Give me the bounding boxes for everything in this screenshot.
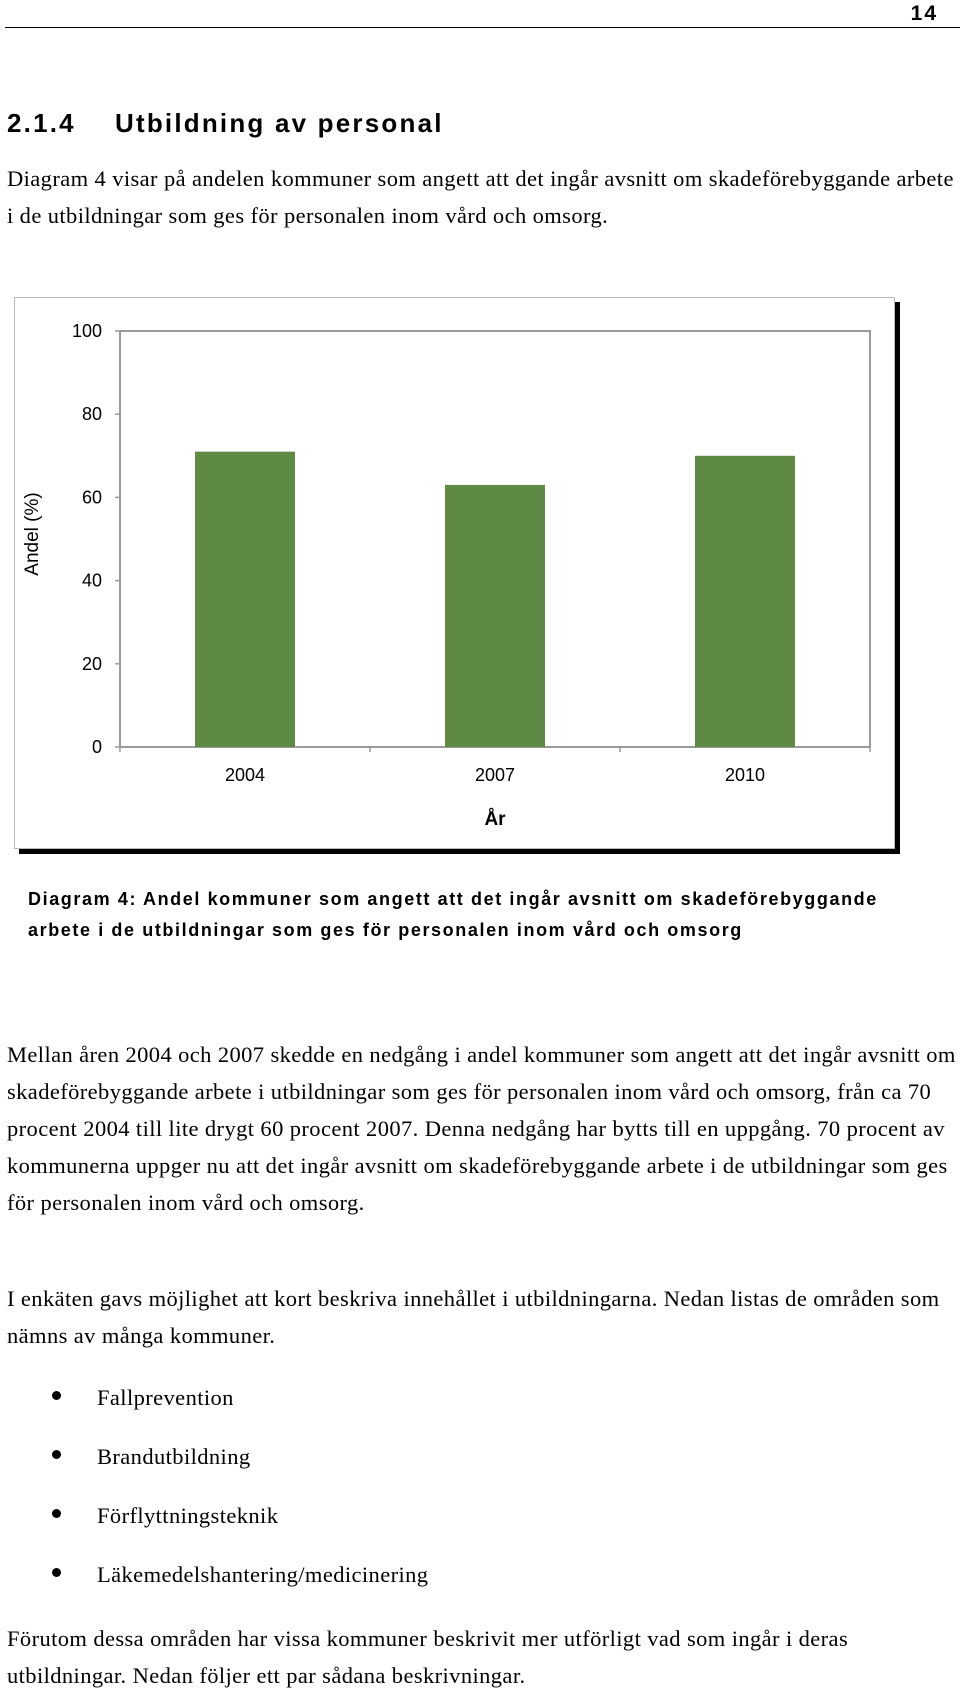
bullet-dot bbox=[52, 1450, 61, 1459]
x-tick-label: 2010 bbox=[724, 765, 766, 785]
chart-frame bbox=[14, 297, 895, 849]
list-item-text: Förflyttningsteknik bbox=[97, 1503, 279, 1528]
bullet-dot bbox=[52, 1391, 61, 1400]
x-tick-label: 2007 bbox=[474, 765, 516, 785]
section-title: Utbildning av personal bbox=[115, 108, 444, 138]
list-item-text: Brandutbildning bbox=[97, 1444, 251, 1469]
y-tick-label: 0 bbox=[91, 737, 102, 757]
bar bbox=[695, 456, 795, 747]
body-paragraph-survey: I enkäten gavs möjlighet att kort beskriva innehållet i utbildningarna. Nedan listas de områden som nämns av många kommuner. bbox=[7, 1286, 940, 1348]
x-axis-title: År bbox=[484, 809, 506, 830]
y-tick-label: 60 bbox=[81, 487, 102, 508]
y-tick-label: 100 bbox=[71, 321, 102, 341]
bar bbox=[195, 452, 295, 747]
top-rule bbox=[5, 27, 960, 28]
bullet-dot bbox=[52, 1509, 61, 1518]
page-number: 14 bbox=[910, 2, 938, 25]
body-paragraph-closing: Förutom dessa områden har vissa kommuner beskrivit mer utförligt vad som ingår i deras utbildningar. Nedan följer ett par sådana beskrivningar. bbox=[7, 1626, 849, 1688]
section-number: 2.1.4 bbox=[7, 108, 76, 138]
bar bbox=[445, 485, 545, 747]
intro-paragraph: Diagram 4 visar på andelen kommuner som angett att det ingår avsnitt om skadeförebyggande arbete i de utbildningar som ges för personalen inom vård och omsorg. bbox=[7, 166, 954, 228]
section-heading bbox=[7, 108, 444, 139]
y-tick-label: 20 bbox=[81, 653, 102, 674]
y-axis-title: Andel (%) bbox=[22, 492, 43, 576]
list-item-text: Läkemedelshantering/medicinering bbox=[97, 1562, 429, 1587]
y-tick-label: 80 bbox=[81, 404, 102, 425]
figure-caption: Diagram 4: Andel kommuner som angett att det ingår avsnitt om skadeförebyggande arbete i de utbildningar som ges för personalen inom vård och omsorg bbox=[28, 889, 878, 940]
bar-chart bbox=[15, 298, 894, 848]
y-tick-label: 40 bbox=[81, 570, 102, 591]
list-item-text: Fallprevention bbox=[97, 1385, 234, 1410]
body-paragraph-trend: Mellan åren 2004 och 2007 skedde en nedgång i andel kommuner som angett att det ingår avsnitt om skadeförebyggande arbete i utbildningar som ges för personalen inom vård och omsorg, från ca 70 procent 2004 till lite drygt 60 procent 2007. Denna nedgång har bytts till en uppgång. 70 procent av kommunerna uppger nu att det ingår avsnitt om skadeförebyggande arbete i de utbildningar som ges för personalen inom vård och omsorg. bbox=[7, 1042, 956, 1215]
bullet-dot bbox=[52, 1568, 61, 1577]
x-tick-label: 2004 bbox=[224, 765, 266, 785]
